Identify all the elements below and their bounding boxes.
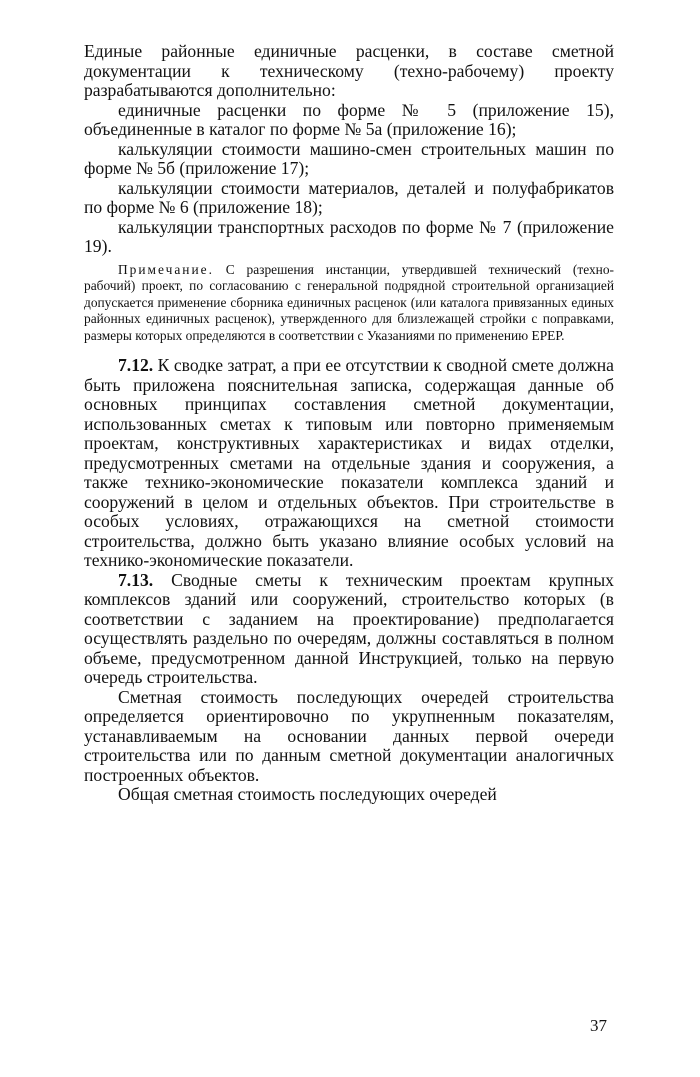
section-number-7-12: 7.12. [118, 355, 154, 375]
page-body [84, 42, 614, 805]
section-7-12 [84, 356, 614, 571]
note-label: Примечание. [118, 261, 214, 277]
list-item-form-5b: калькуляции стоимости машино-смен строительных машин по форме № 5б (приложение 17); [84, 138, 614, 178]
section-text-7-13: Сводные сметы к техническим проектам крупных комплексов зданий или сооружений, строительство которых (в соответствии с заданием на проектирование) предполагается осуществлять раздельно по очередям, должны составляться в полном объеме, предусмотренном данной Инструкцией, только на первую очередь строительства. [84, 569, 614, 687]
list-item-form-7: калькуляции транспортных расходов по форме № 7 (приложение 19). [84, 216, 614, 256]
list-item-form-5: единичные расценки по форме № 5 (приложение 15), объединенные в каталог по форме № 5а (приложение 16); [84, 99, 614, 139]
note-text: С разрешения инстанции, утвердившей технический (техно-рабочий) проект, по согласованию с генеральной подрядной строительной организацией допускается применение сборника единичных расценок (или каталога привязанных единых районных единичных расценок), утвержденного для близлежащей стройки с поправками, размеры которых определяются в соответствии с Указаниями по применению ЕРЕР. [84, 261, 614, 343]
paragraph-total-cost: Общая сметная стоимость последующих очередей [118, 784, 497, 804]
list-item-form-6: калькуляции стоимости материалов, деталей и полуфабрикатов по форме № 6 (приложение 18); [84, 177, 614, 217]
paragraph-intro: Единые районные единичные расценки, в составе сметной документации к техническому (техно-рабочему) проекту разрабатываются дополнительно: [84, 41, 614, 100]
section-number-7-13: 7.13. [118, 569, 154, 590]
paragraph-next-stages: Сметная стоимость последующих очередей строительства определяется ориентировочно по укрупненным показателям, устанавливаемым на основании данных первой очереди строительства или по данным сметной документации аналогичных построенных объектов. [84, 686, 614, 785]
note-paragraph [84, 262, 614, 345]
section-text-7-12: К сводке затрат, а при ее отсутствии к сводной смете должна быть приложена пояснительная записка, содержащая данные об основных принципах составления сметной документации, использованных сметах к типовым или повторно применяемым проектам, конструктивных характеристиках и видах отделки, предусмотренных сметами на отдельные здания и сооружения, а также технико-экономические показатели комплекса зданий и сооружений в целом и отдельных объектов. При строительстве в особых условиях, отражающихся на сметной стоимости строительства, должно быть указано влияние особых условий на технико-экономические показатели. [84, 355, 614, 570]
section-7-13 [84, 571, 614, 688]
page-number: 37 [590, 1016, 607, 1035]
